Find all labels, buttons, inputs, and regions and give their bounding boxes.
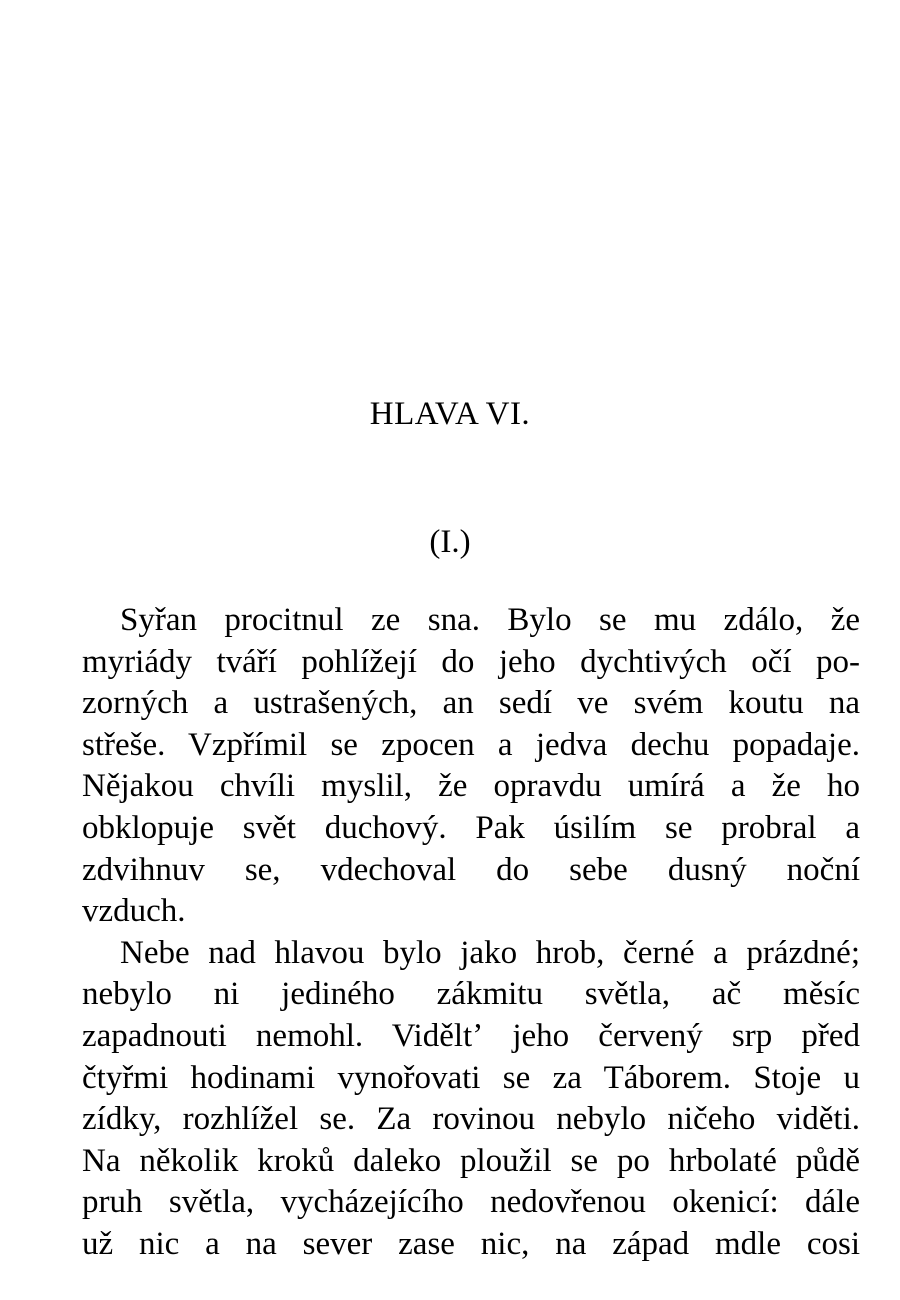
- section-number: (I.): [429, 524, 471, 560]
- text-line: střeše. Vzpřímil se zpocen a jedva dechu popadaje.: [82, 726, 860, 763]
- text-line: obklopuje svět duchový. Pak úsilím se probral a: [82, 809, 860, 846]
- paragraph-2: [44, 933, 860, 1266]
- text-line: nebylo ni jediného zákmitu světla, ač měsíc: [82, 976, 860, 1013]
- text-line: zorných a ustrašených, an sedí ve svém koutu na: [82, 685, 860, 722]
- text-line: zídky, rozhlížel se. Za rovinou nebylo ničeho viděti.: [82, 1101, 860, 1138]
- text-line: Nebe nad hlavou bylo jako hrob, černé a prázdné;: [120, 934, 860, 971]
- text-line: vzduch.: [82, 893, 186, 930]
- text-line: Nějakou chvíli myslil, že opravdu umírá a že ho: [82, 768, 860, 805]
- text-line: Syřan procitnul ze sna. Bylo se mu zdálo, že: [120, 602, 860, 638]
- paragraph-1: [44, 600, 860, 933]
- text-line: pruh světla, vycházejícího nedovřenou okenicí: dále: [82, 1184, 860, 1221]
- text-line: myriády tváří pohlížejí do jeho dychtivých očí po-: [82, 643, 860, 680]
- chapter-title: HLAVA VI.: [369, 396, 531, 432]
- text-line: zapadnouti nemohl. Viděltʼ jeho červený srp před: [82, 1017, 860, 1054]
- text-line: už nic a na sever zase nic, na západ mdle cosi: [82, 1225, 860, 1262]
- body-text: [44, 600, 860, 1266]
- text-line: Na několik kroků daleko ploužil se po hrbolaté půdě: [82, 1142, 860, 1179]
- text-line: čtyřmi hodinami vynořovati se za Táborem. Stoje u: [82, 1059, 860, 1096]
- text-line: zdvihnuv se, vdechoval do sebe dusný noční: [82, 851, 860, 888]
